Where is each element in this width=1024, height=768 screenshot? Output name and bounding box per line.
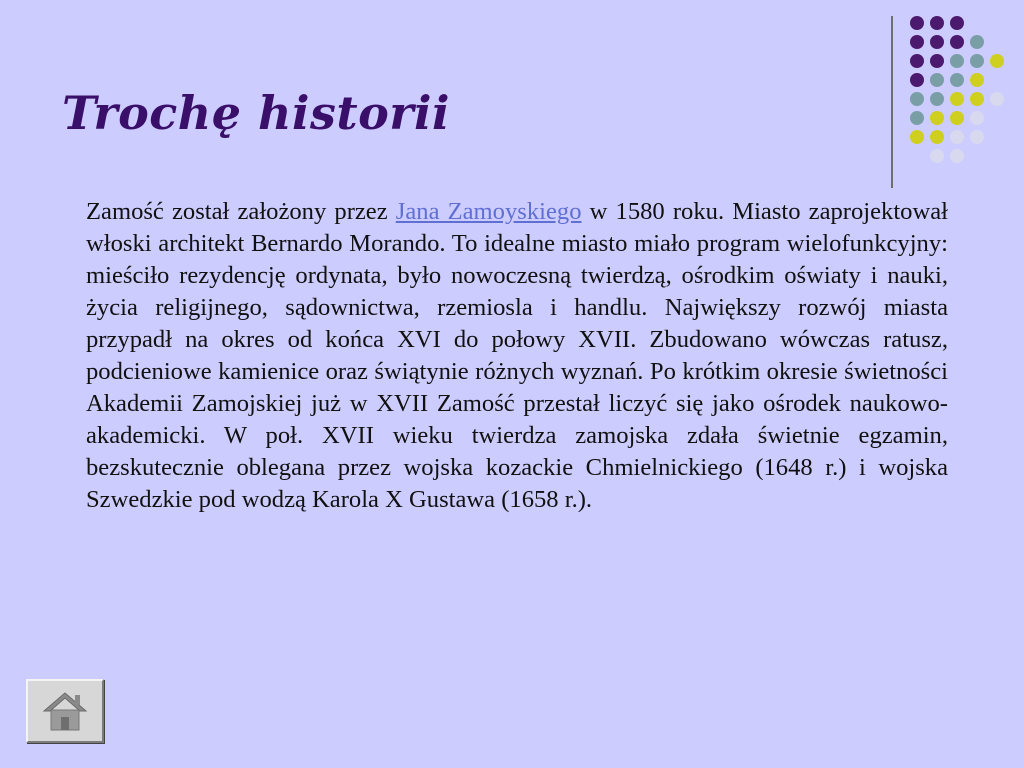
decorative-dot	[950, 111, 964, 125]
home-button[interactable]	[26, 679, 104, 743]
decorative-dot	[990, 54, 1004, 68]
decorative-dot	[930, 130, 944, 144]
decorative-dot	[990, 92, 1004, 106]
decorative-dot	[910, 16, 924, 30]
jana-zamoyskiego-link[interactable]: Jana Zamoyskiego	[395, 198, 582, 225]
decorative-dot	[950, 54, 964, 68]
text-before-link: Zamość został założony przez	[86, 198, 396, 225]
decorative-dot	[910, 54, 924, 68]
text-after-link: w 1580 roku. Miasto zaprojektował włoski architekt Bernardo Morando. To idealne miasto miało program wielofunkcyjny: mieściło rezydencję ordynata, było nowoczesną twierdzą, ośrodkim oświaty i nauki, życia religijnego, sądownictwa, rzemiosla i handlu. Największy rozwój miasta przypadł na okres od końca XVI do połowy XVII. Zbudowano wówczas ratusz, podcieniowe kamienice oraz świątynie różnych wyznań. Po krótkim okresie świetności Akademii Zamojskiej już w XVII Zamość przestał liczyć się jako ośrodek naukowo-akademicki. W poł. XVII wieku twierdza zamojska zdała świetnie egzamin, bezskutecznie oblegana przez wojska kozackie Chmielnickiego (1648 r.) i wojska Szwedzkie pod wodzą Karola X Gustawa (1658 r.).	[86, 198, 948, 513]
decorative-dot	[970, 54, 984, 68]
decorative-dot	[970, 92, 984, 106]
decorative-dot	[970, 73, 984, 87]
decorative-dot	[950, 16, 964, 30]
decorative-dot	[910, 73, 924, 87]
history-text	[86, 196, 948, 516]
decorative-dot	[930, 111, 944, 125]
decorative-dot	[930, 149, 944, 163]
decorative-dot	[930, 73, 944, 87]
decorative-dot	[930, 92, 944, 106]
decorative-dot	[910, 35, 924, 49]
decorative-dot	[970, 130, 984, 144]
decorative-dot	[930, 35, 944, 49]
decorative-dot	[910, 111, 924, 125]
decorative-dot	[950, 73, 964, 87]
decorative-dot	[970, 35, 984, 49]
decorative-dot	[950, 130, 964, 144]
decorative-dot	[910, 92, 924, 106]
decorative-dot	[950, 149, 964, 163]
slide-title: Trochę historii	[62, 86, 450, 140]
decorative-dot	[910, 130, 924, 144]
divider-line	[891, 16, 893, 188]
decorative-dot	[930, 16, 944, 30]
decorative-dot	[950, 92, 964, 106]
decorative-dot	[930, 54, 944, 68]
decorative-dot	[950, 35, 964, 49]
home-icon	[41, 689, 89, 733]
decorative-dot	[970, 111, 984, 125]
